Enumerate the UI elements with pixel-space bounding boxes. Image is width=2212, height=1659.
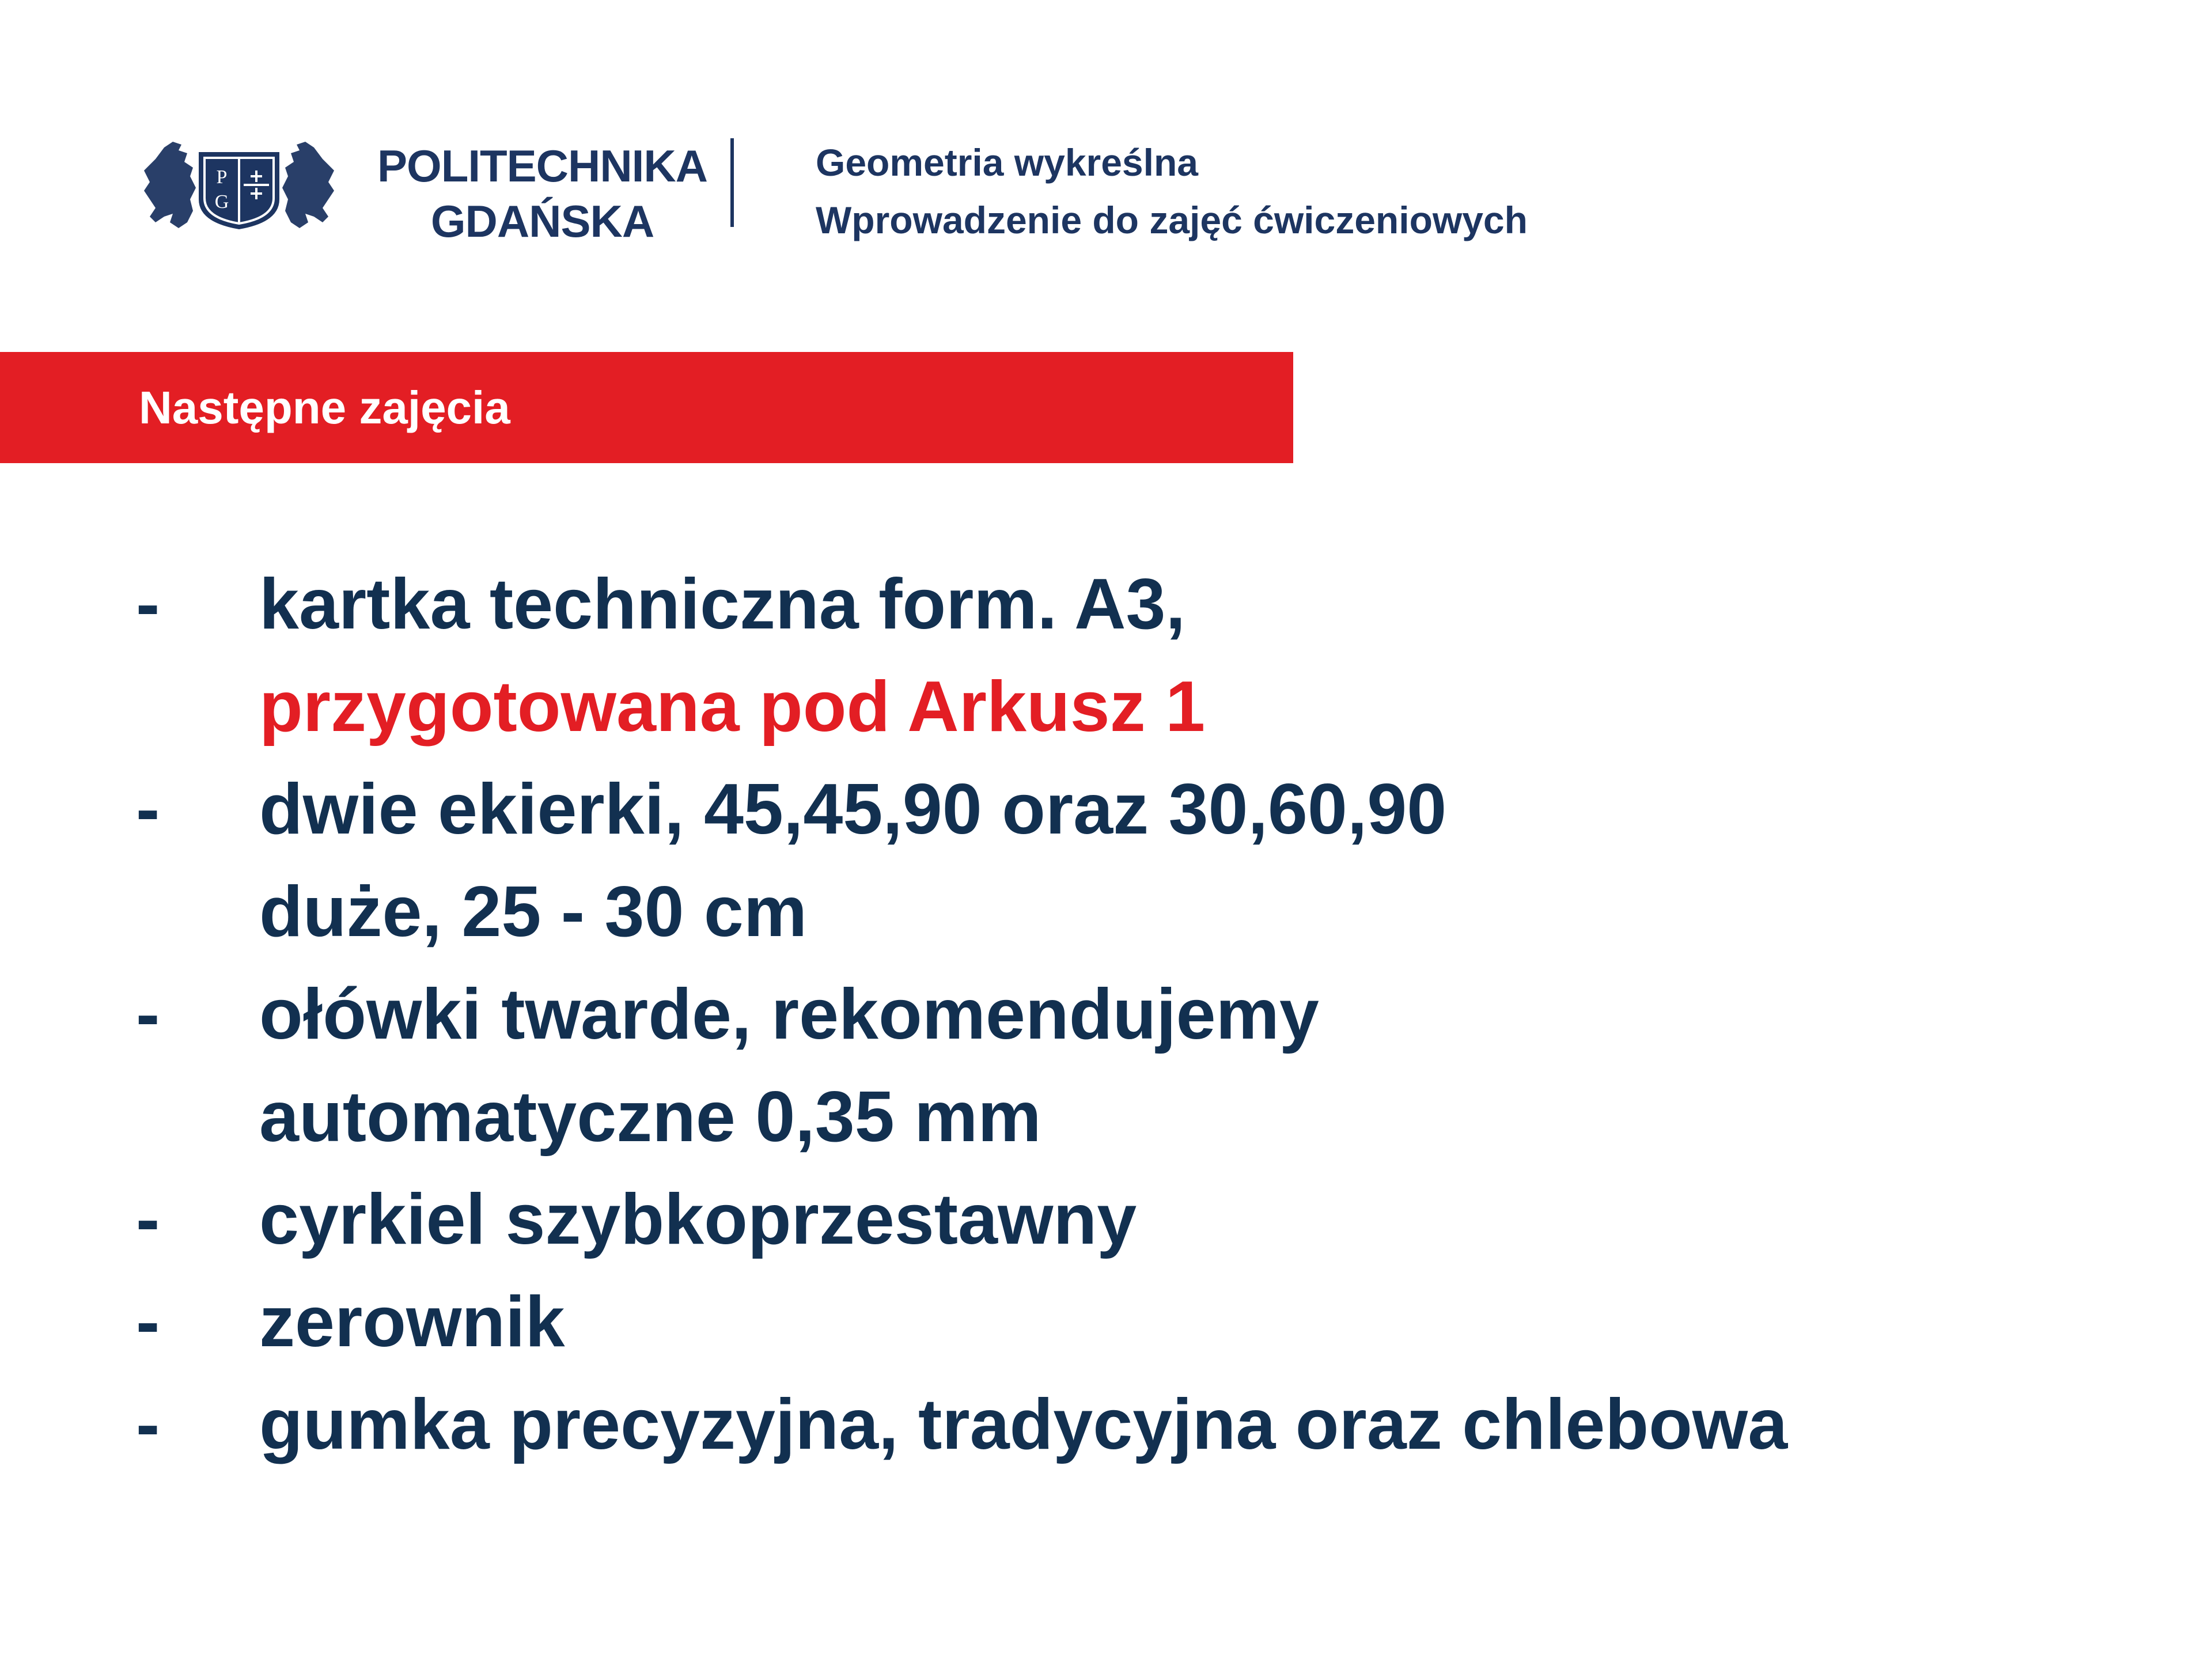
list-item-text: dwie ekierki, 45,45,90 oraz 30,60,90	[259, 770, 1447, 849]
header-divider	[730, 138, 734, 227]
list-item	[0, 758, 2212, 963]
slide-header	[0, 0, 2212, 288]
list-bullet: -	[136, 1385, 160, 1464]
course-info	[816, 134, 1528, 249]
list-item-highlight-text: przygotowana pod Arkusz 1	[259, 667, 1206, 747]
list-item-text: ołówki twarde, rekomendujemy	[259, 975, 1319, 1054]
list-bullet: -	[136, 565, 160, 644]
requirements-list	[0, 553, 2212, 1476]
list-item-continuation: automatyczne 0,35 mm	[259, 1077, 1041, 1157]
list-bullet: -	[136, 975, 160, 1054]
list-item-text: kartka techniczna form. A3,	[259, 565, 1185, 644]
course-title: Geometria wykreślna	[816, 141, 1198, 184]
list-item	[0, 1373, 2212, 1476]
university-name-line2: GDAŃSKA	[430, 196, 654, 247]
list-item	[0, 963, 2212, 1168]
list-item-text: zerownik	[259, 1282, 565, 1362]
list-item-text: gumka precyzyjna, tradycyjna oraz chlebowa	[259, 1385, 1788, 1464]
list-item	[0, 1271, 2212, 1373]
list-item-text: cyrkiel szybkoprzestawny	[259, 1180, 1137, 1259]
section-title: Następne zajęcia	[139, 382, 510, 433]
list-item	[0, 1168, 2212, 1271]
emblem-letter-p: P	[216, 166, 228, 188]
list-bullet: -	[136, 1180, 160, 1259]
list-item-continuation: duże, 25 - 30 cm	[259, 872, 808, 952]
university-name	[377, 138, 707, 249]
list-bullet: -	[136, 1282, 160, 1362]
section-banner	[0, 352, 1293, 463]
university-name-line1: POLITECHNIKA	[377, 141, 707, 191]
emblem-letter-g: G	[214, 191, 229, 213]
course-subtitle: Wprowadzenie do zajęć ćwiczeniowych	[816, 199, 1528, 241]
list-item	[0, 553, 2212, 758]
list-bullet: -	[136, 770, 160, 849]
university-emblem-icon	[138, 136, 340, 232]
